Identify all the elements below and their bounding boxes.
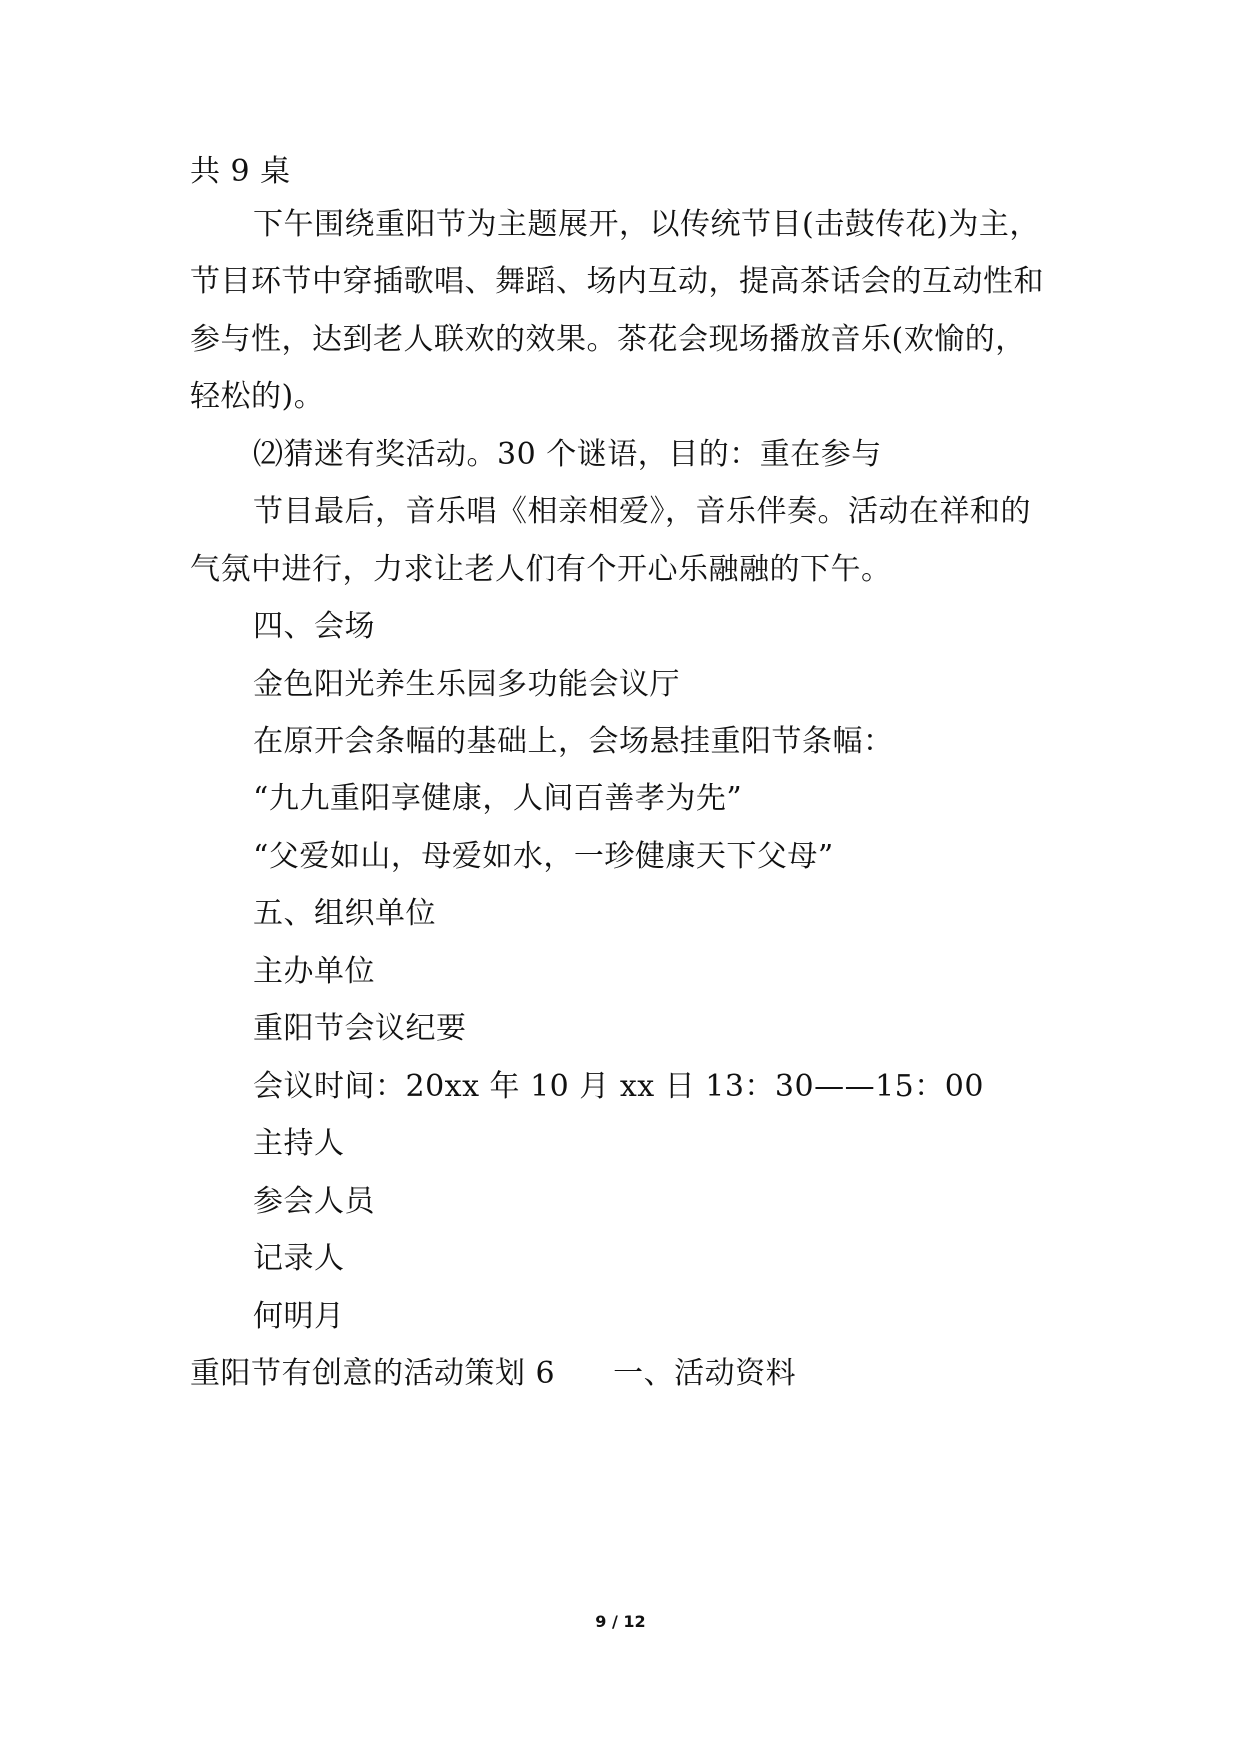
- section-heading: [190, 1354, 796, 1394]
- text-line: 记录人: [253, 1241, 345, 1276]
- text-line: 何明月: [253, 1299, 345, 1334]
- text-line: ⑵猜迷有奖活动。30 个谜语，目的：重在参与: [253, 437, 882, 472]
- text-line: 轻松的)。: [190, 379, 325, 414]
- text-line: 重阳节会议纪要: [253, 1011, 467, 1046]
- text-line: 共 9 桌: [190, 154, 291, 189]
- text-line: 节目环节中穿插歌唱、舞蹈、场内互动，提高茶话会的互动性和: [190, 264, 1044, 299]
- text-line: 节目最后，音乐唱《相亲相爱》，音乐伴奏。活动在祥和的: [253, 494, 1031, 529]
- text-line: 会议时间：20xx 年 10 月 xx 日 13：30——15：00: [253, 1069, 984, 1104]
- text-line: 主持人: [253, 1126, 345, 1161]
- text-line: 下午围绕重阳节为主题展开，以传统节目(击鼓传花)为主，: [253, 207, 1040, 242]
- text-line: 金色阳光养生乐园多功能会议厅: [253, 667, 680, 702]
- text-line: “父爱如山，母爱如水，一珍健康天下父母”: [253, 839, 834, 874]
- page-number: 9 / 12: [595, 1612, 646, 1631]
- text-line: 气氛中进行，力求让老人们有个开心乐融融的下午。: [190, 552, 892, 587]
- text-line: “九九重阳享健康，人间百善孝为先”: [253, 781, 743, 816]
- text-line: 在原开会条幅的基础上，会场悬挂重阳节条幅：: [253, 724, 894, 759]
- text-line: 主办单位: [253, 954, 375, 989]
- section-title: 重阳节有创意的活动策划 6: [190, 1356, 556, 1391]
- text-line: 参与性，达到老人联欢的效果。茶花会现场播放音乐(欢愉的，: [190, 322, 1026, 357]
- text-line: 四、会场: [253, 609, 375, 644]
- section-subtitle: 一、活动资料: [613, 1356, 797, 1391]
- text-line: 参会人员: [253, 1184, 375, 1219]
- text-line: 五、组织单位: [253, 896, 436, 931]
